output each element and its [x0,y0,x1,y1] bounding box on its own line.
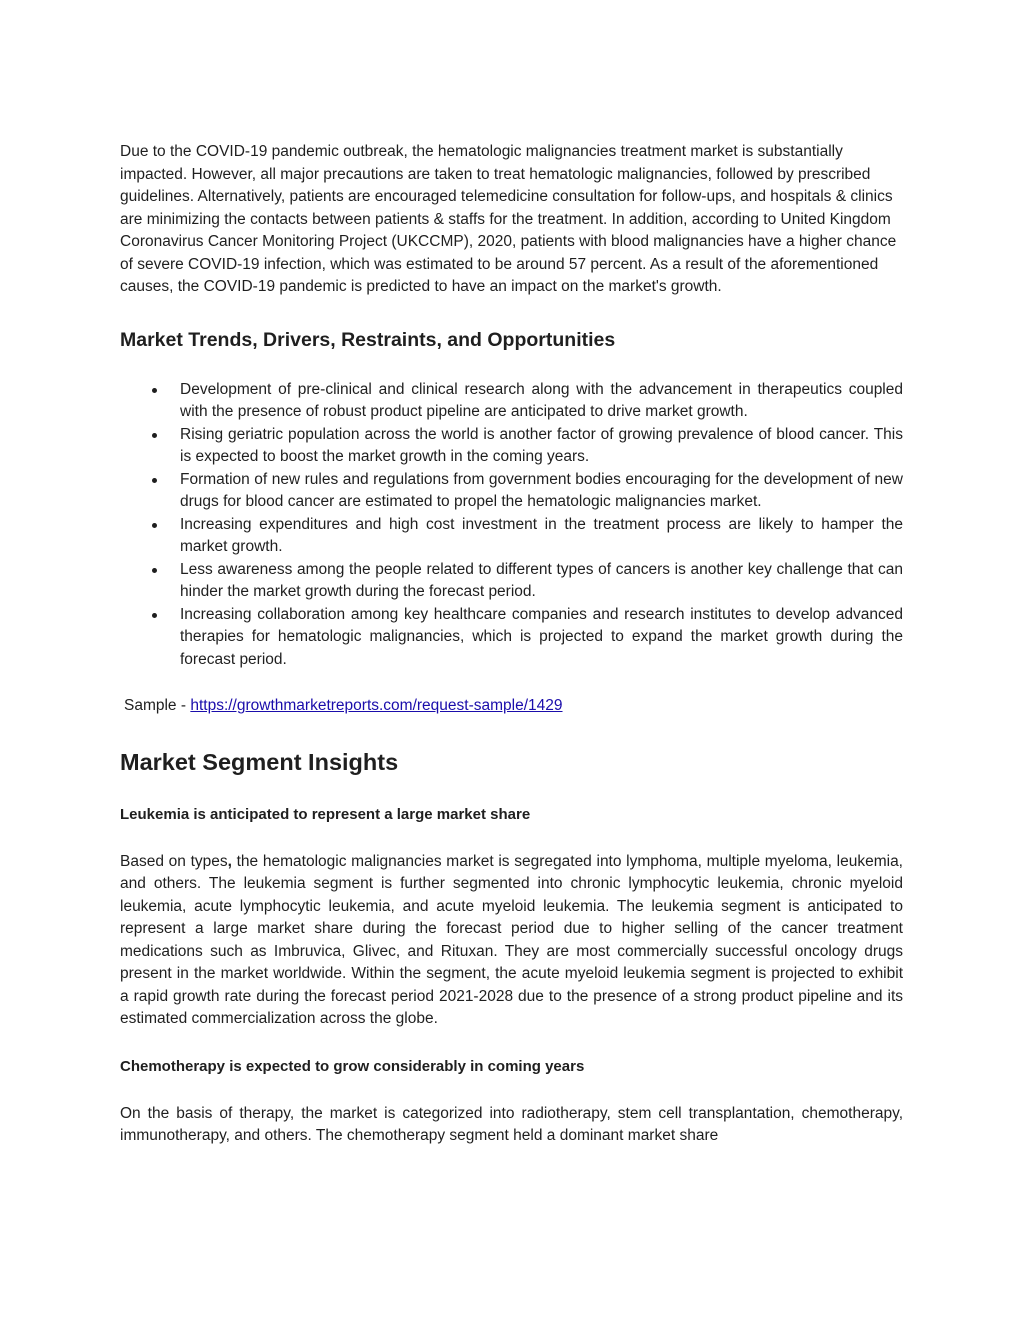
bullet-icon [152,388,157,393]
leukemia-paragraph [120,851,903,1031]
bullet-item [120,469,903,514]
bullet-item [120,604,903,672]
bullet-icon [152,568,157,573]
bullet-icon [152,433,157,438]
leukemia-para-comma: , [227,852,232,870]
document-content [120,141,903,1148]
bullet-icon [152,523,157,528]
chemo-paragraph: On the basis of therapy, the market is categorized into radiotherapy, stem cell transplantation, chemotherapy, immunotherapy, and others. The chemotherapy segment held a dominant market share [120,1104,903,1144]
bullet-text: Rising geriatric population across the world is another factor of growing prevalence of blood cancer. This is expected to boost the market growth in the coming years. [180,425,903,465]
leukemia-heading: Leukemia is anticipated to represent a large market share [120,805,531,823]
sample-link[interactable]: https://growthmarketreports.com/request-sample/1429 [190,697,563,714]
bullet-text: Formation of new rules and regulations from government bodies encouraging for the development of new drugs for blood cancer are estimated to propel the hematologic malignancies market. [180,470,903,510]
bullet-icon [152,613,157,618]
bullet-text: Less awareness among the people related to different types of cancers is another key challenge that can hinder the market growth during the forecast period. [180,560,903,600]
bullet-item [120,514,903,559]
leukemia-para-rest: the hematologic malignancies market is segregated into lymphoma, multiple myeloma, leukemia, and others. The leukemia segment is further segmented into chronic lymphocytic leukemia, chronic myeloid leukemia, acute lymphocytic leukemia, and acute myeloid leukemia. The leukemia segment is anticipated to represent a large market share during the forecast period due to higher selling of the cancer treatment medications such as Imbruvica, Glivec, and Rituxan. They are most commercially successful oncology drugs present in the market worldwide. Within the segment, the acute myeloid leukemia segment is projected to exhibit a rapid growth rate during the forecast period 2021-2028 due to the presence of a strong product pipeline and its estimated commercialization across the globe. [120,852,903,1027]
bullet-icon [152,478,157,483]
intro-paragraph: Due to the COVID-19 pandemic outbreak, the hematologic malignancies treatment market is substantially impacted. However, all major precautions are taken to treat hematologic malignancies, followed by prescribed guidelines. Alternatively, patients are encouraged telemedicine consultation for follow-ups, and hospitals & clinics are minimizing the contacts between patients & staffs for the treatment. In addition, according to United Kingdom Coronavirus Cancer Monitoring Project (UKCCMP), 2020, patients with blood malignancies have a higher chance of severe COVID-19 infection, which was estimated to be around 57 percent. As a result of the aforementioned causes, the COVID-19 pandemic is predicted to have an impact on the market's growth. [120,143,897,295]
sample-label: Sample - [124,697,191,714]
bullet-text: Development of pre-clinical and clinical research along with the advancement in therapeutics coupled with the presence of robust product pipeline are anticipated to drive market growth. [180,380,903,420]
leukemia-para-lead: Based on types [120,852,228,870]
bullet-item [120,379,903,424]
segment-heading: Market Segment Insights [120,748,399,775]
sample-line [120,695,903,718]
trends-bullet-list [120,379,903,672]
bullet-text: Increasing collaboration among key healthcare companies and research institutes to develop advanced therapies for hematologic malignancies, which is projected to expand the market growth during the forecast period. [180,605,903,668]
bullet-item [120,424,903,469]
trends-heading: Market Trends, Drivers, Restraints, and Opportunities [120,328,616,351]
bullet-item [120,559,903,604]
chemo-heading: Chemotherapy is expected to grow considerably in coming years [120,1057,585,1075]
bullet-text: Increasing expenditures and high cost investment in the treatment process are likely to hamper the market growth. [180,515,903,555]
